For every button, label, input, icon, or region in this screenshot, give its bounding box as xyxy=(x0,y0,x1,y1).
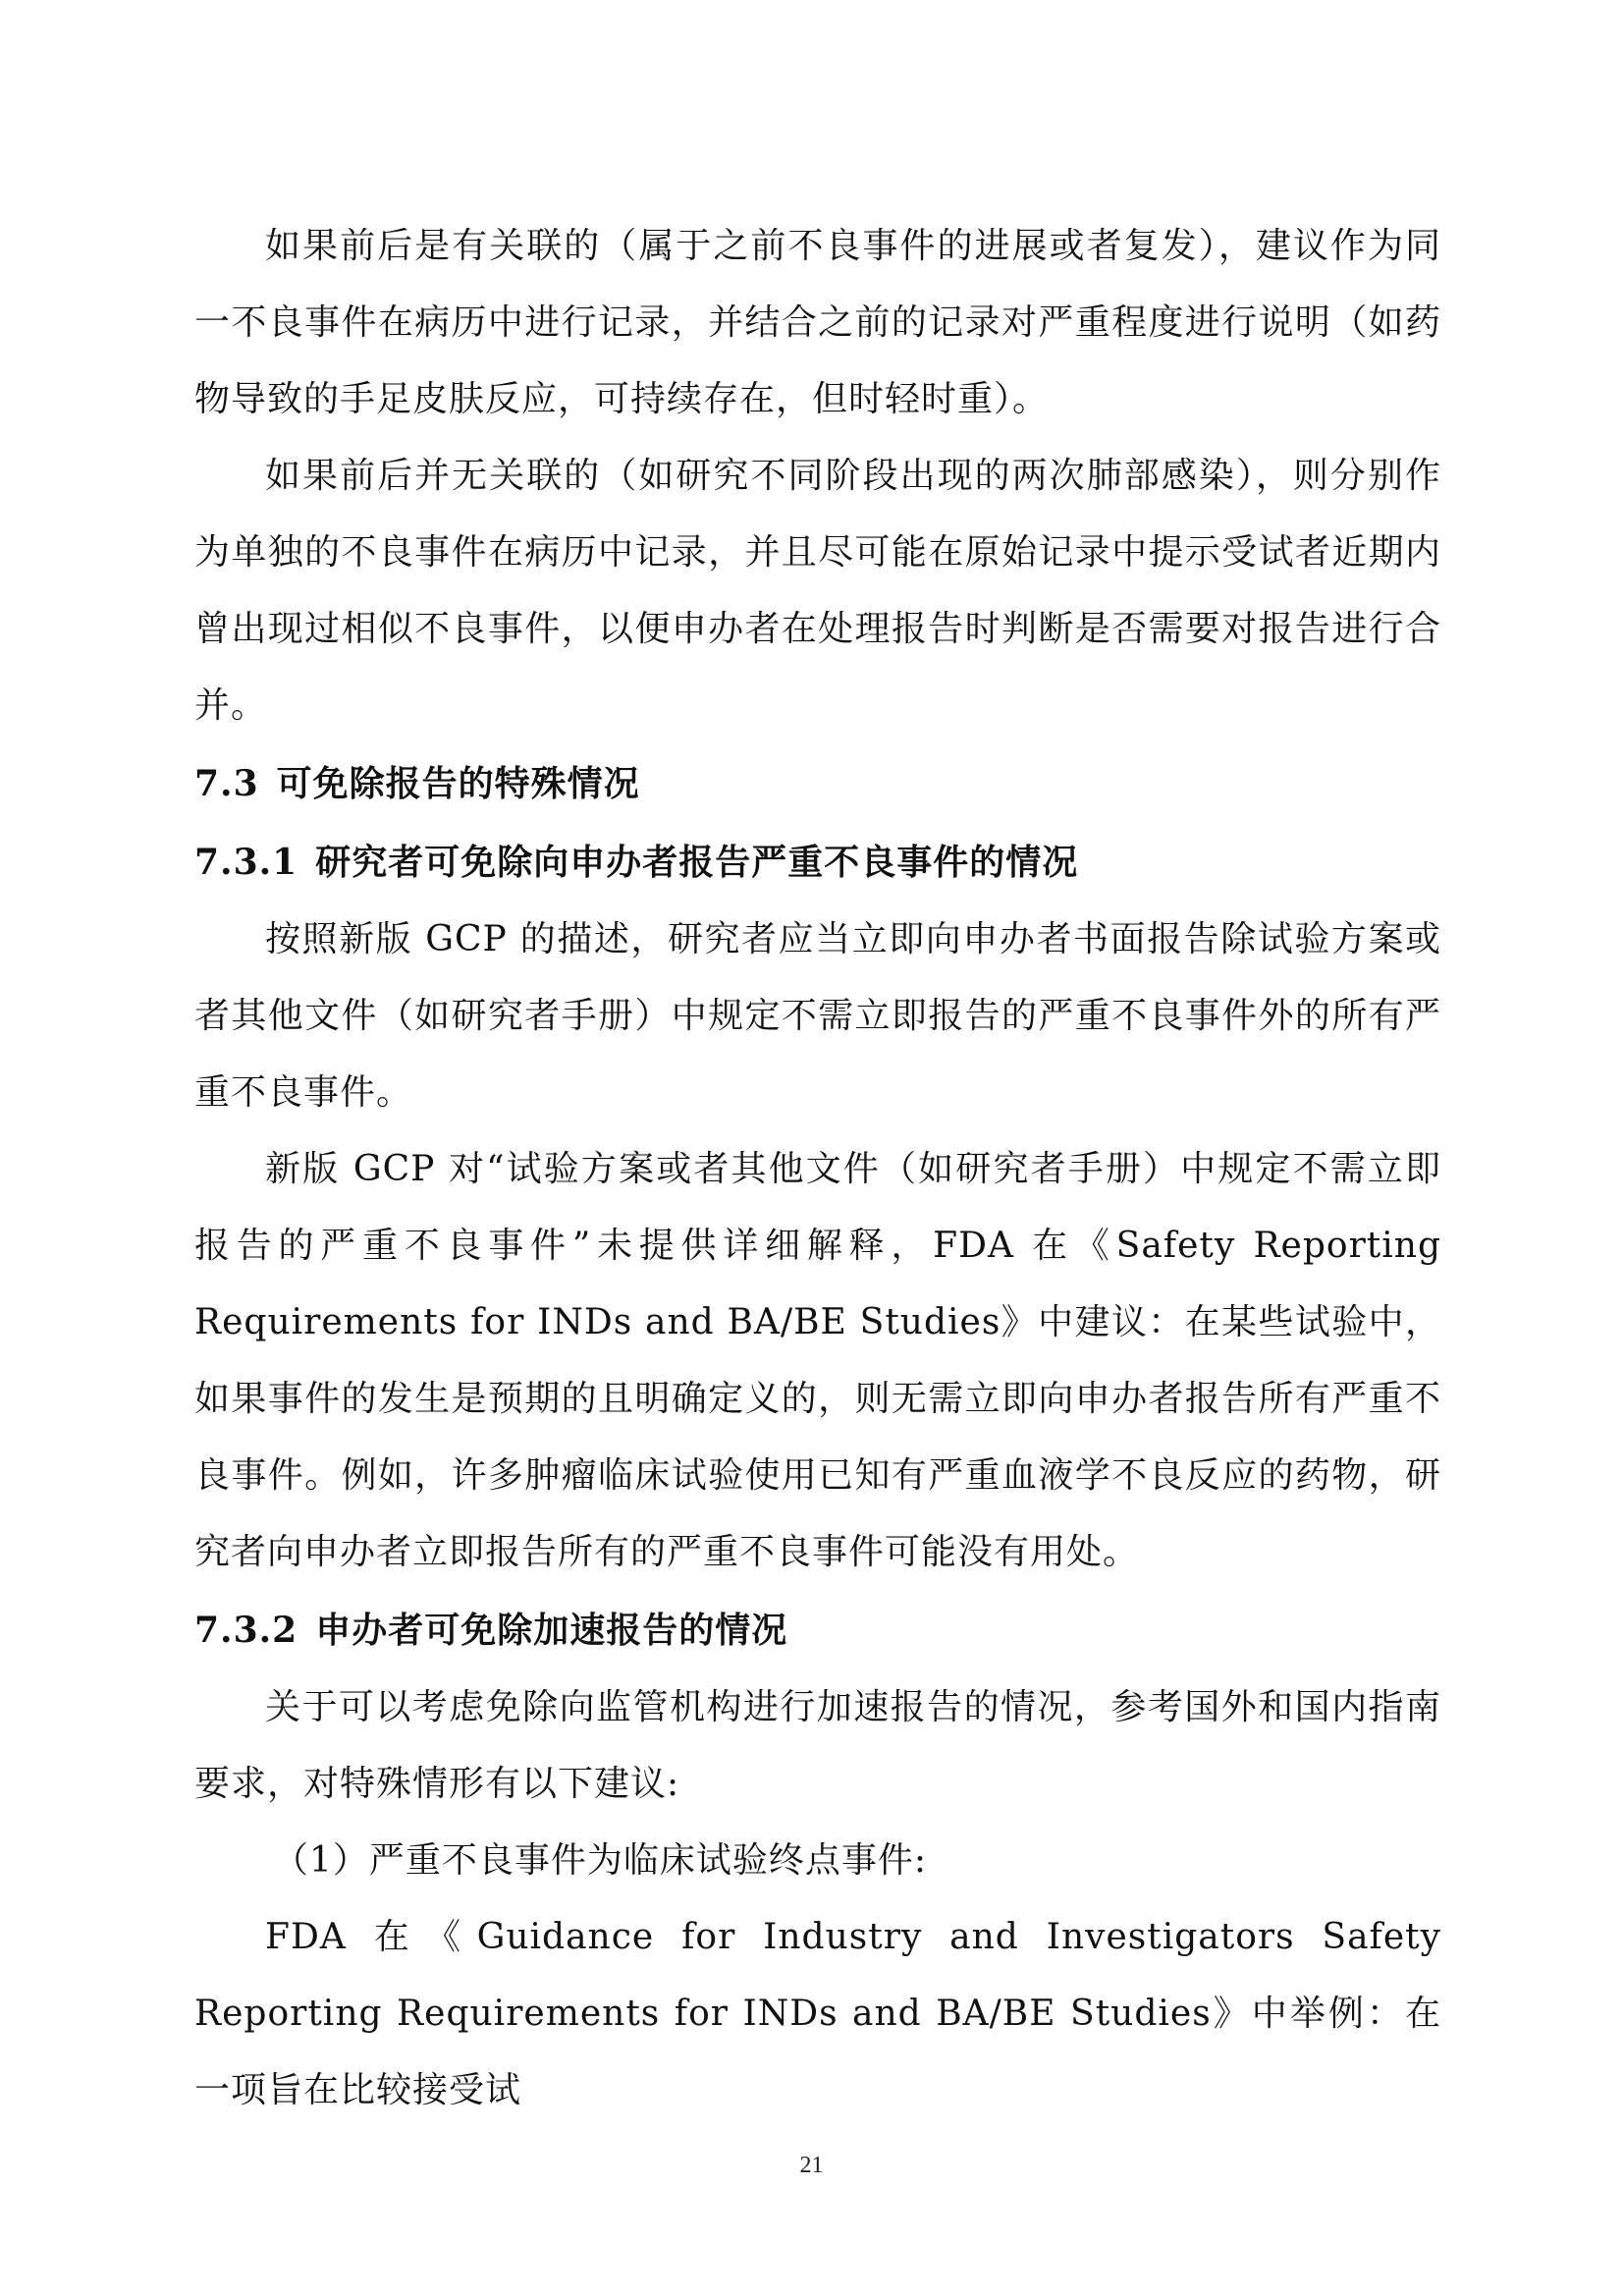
section-number: 7.3.1 xyxy=(194,842,298,883)
section-title: 申办者可免除加速报告的情况 xyxy=(315,1610,788,1651)
paragraph-expedited-exemption: 关于可以考虑免除向监管机构进行加速报告的情况，参考国外和国内指南要求，对特殊情形有以下建议: xyxy=(194,1687,1441,1804)
list-item-endpoint-events: （1）严重不良事件为临床试验终点事件: xyxy=(273,1840,928,1881)
paragraph-fda-example: FDA 在《Guidance for Industry and Investigators Safety Reporting Requirements for INDs and BA/BE Studies》中举例：在一项旨在比较接受试 xyxy=(194,1917,1441,2110)
paragraph-related-events: 如果前后是有关联的（属于之前不良事件的进展或者复发），建议作为同一不良事件在病历中进行记录，并结合之前的记录对严重程度进行说明（如药物导致的手足皮肤反应，可持续存在，但时轻时重）。 xyxy=(194,226,1441,419)
paragraph-gcp-description: 按照新版 GCP 的描述，研究者应当立即向申办者书面报告除试验方案或者其他文件（如研究者手册）中规定不需立即报告的严重不良事件外的所有严重不良事件。 xyxy=(194,919,1441,1113)
section-heading-7-3-2 xyxy=(194,1591,1441,1669)
paragraph-unrelated-events: 如果前后并无关联的（如研究不同阶段出现的两次肺部感染），则分别作为单独的不良事件在病历中记录，并且尽可能在原始记录中提示受试者近期内曾出现过相似不良事件，以便申办者在处理报告时判断是否需要对报告进行合并。 xyxy=(194,456,1441,726)
page-number: 21 xyxy=(799,2153,824,2178)
section-number: 7.3.2 xyxy=(194,1610,298,1651)
section-heading-7-3 xyxy=(194,744,1441,823)
section-heading-7-3-1 xyxy=(194,823,1441,902)
section-title: 可免除报告的特殊情况 xyxy=(276,763,640,804)
paragraph-fda-guidance: 新版 GCP 对“试验方案或者其他文件（如研究者手册）中规定不需立即报告的严重不良事件”未提供详细解释，FDA 在《Safety Reporting Requirements for INDs and BA/BE Studies》中建议：在某些试验中，如果事件的发生是预期的且明确定义的，则无需立即向申办者报告所有严重不良事件。例如，许多肿瘤临床试验使用已知有严重血液学不良反应的药物，研究者向申办者立即报告所有的严重不良事件可能没有用处。 xyxy=(194,1149,1441,1572)
section-number: 7.3 xyxy=(194,763,259,804)
page-content xyxy=(194,208,1441,2129)
section-title: 研究者可免除向申办者报告严重不良事件的情况 xyxy=(315,842,1079,883)
